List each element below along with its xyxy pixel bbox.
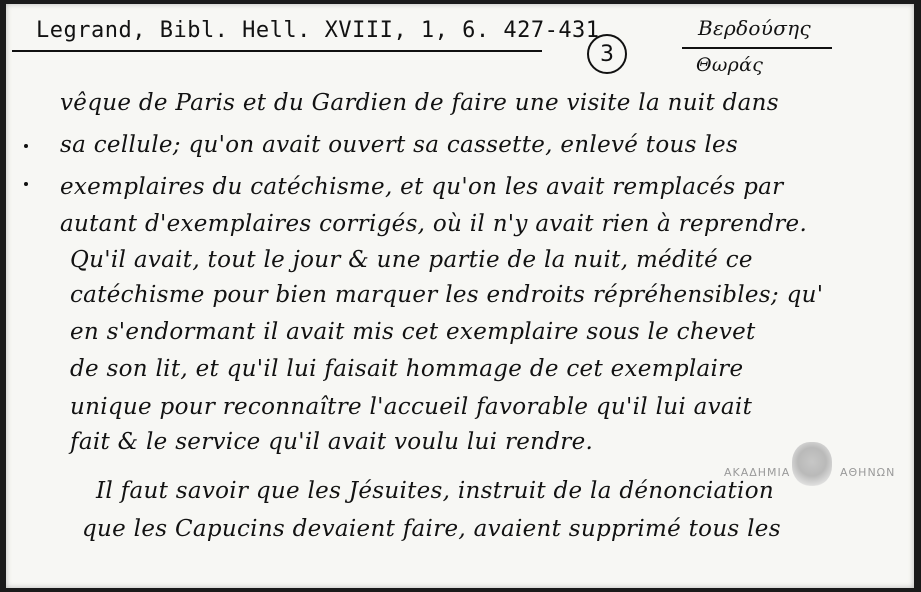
watermark-left: ΑΚΑΔΗΜΙΑ [724,466,791,479]
greek-heading-underline [682,47,832,49]
text-line-6: catéchisme pour bien marquer les endroits répréhensibles; qu' [70,282,824,308]
margin-dot-2 [24,182,28,186]
greek-heading: Βερδούσης [698,16,811,40]
text-line-3: exemplaires du catéchisme, et qu'on les avait remplacés par [60,174,784,200]
watermark-right: ΑΘΗΝΩΝ [840,466,896,479]
text-line-12: que les Capucins devaient faire, avaient supprimé tous les [82,516,781,542]
text-line-4: autant d'exemplaires corrigés, où il n'y avait rien à reprendre. [60,211,808,237]
bibliographic-reference: Legrand, Bibl. Hell. XVIII, 1, 6. 427-431 [36,18,600,43]
text-line-2: sa cellule; qu'on avait ouvert sa cassette, enlevé tous les [60,132,738,158]
text-line-10: fait & le service qu'il avait voulu lui rendre. [70,429,594,455]
card-number: 3 [600,41,614,67]
text-line-11: Il faut savoir que les Jésuites, instruit de la dénonciation [96,478,774,504]
academy-seal-icon [792,442,832,486]
margin-dot-1 [24,144,28,148]
index-card [6,4,914,588]
text-line-9: unique pour reconnaître l'accueil favorable qu'il lui avait [70,394,753,420]
text-line-5: Qu'il avait, tout le jour & une partie de la nuit, médité ce [70,247,753,273]
circled-card-number [587,34,627,74]
text-line-8: de son lit, et qu'il lui faisait hommage de cet exemplaire [70,356,744,382]
greek-subheading: Θωράς [696,54,764,76]
text-line-7: en s'endormant il avait mis cet exemplaire sous le chevet [70,319,756,345]
reference-underline [12,50,542,52]
text-line-1: vêque de Paris et du Gardien de faire une visite la nuit dans [60,90,779,116]
